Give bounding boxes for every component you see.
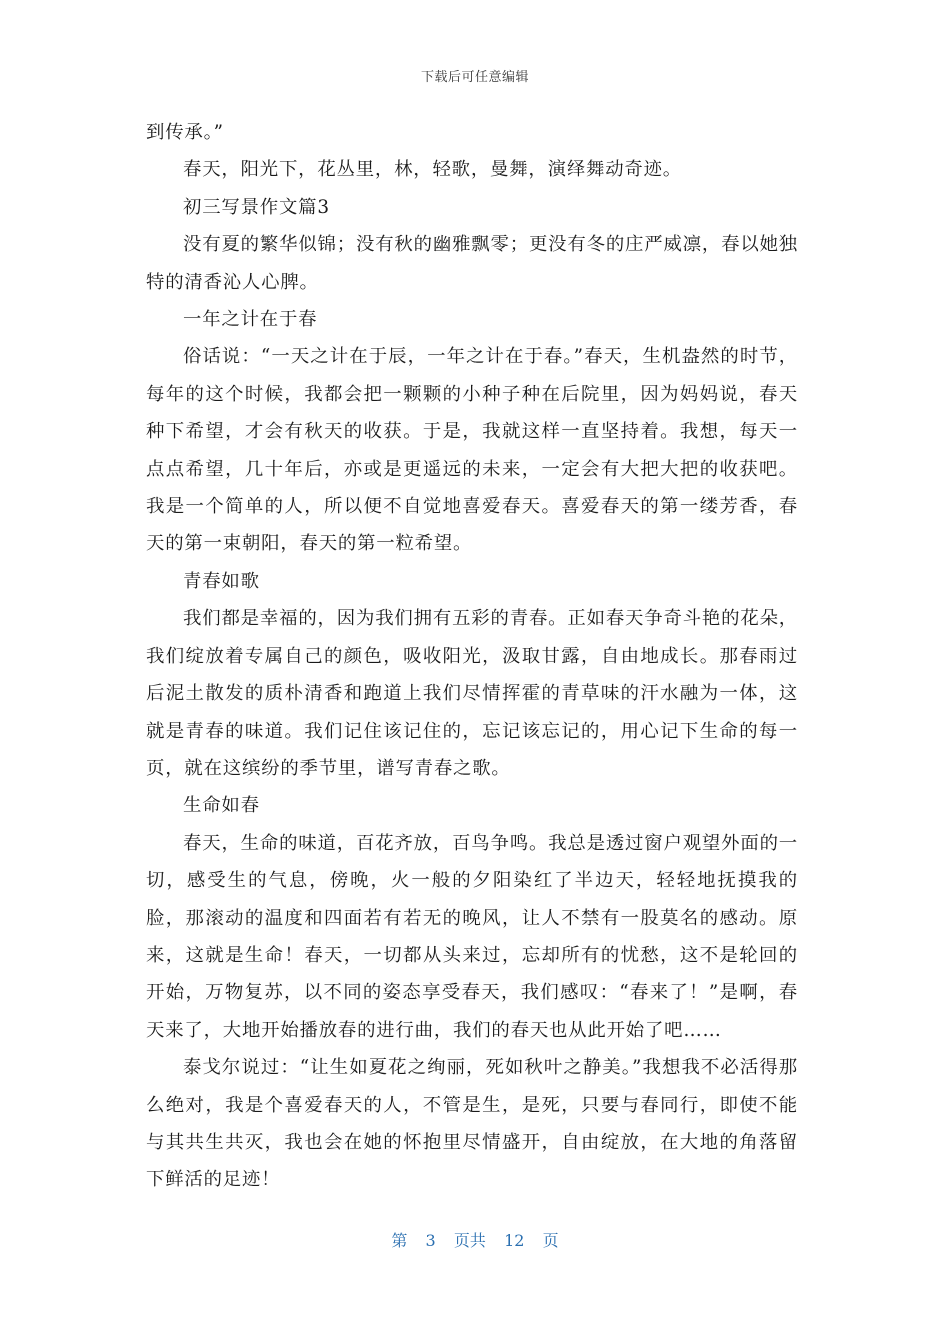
paragraph: 春天，生命的味道，百花齐放，百鸟争鸣。我总是透过窗户观望外面的一切，感受生的气息，傍晚，火一般的夕阳染红了半边天，轻轻地抚摸我的脸，那滚动的温度和四面若有若无的晚风，让人不禁有一股莫名的感动。原来，这就是生命！春天，一切都从头来过，忘却所有的忧愁，这不是轮回的开始，万物复苏，以不同的姿态享受春天，我们感叹：“春来了！”是啊，春天来了，大地开始播放春的进行曲，我们的春天也从此开始了吧…… — [146, 832, 798, 1041]
paragraph: 泰戈尔说过：“让生如夏花之绚丽，死如秋叶之静美。”我想我不必活得那么绝对，我是个喜爱春天的人，不管是生，是死，只要与春同行，即使不能与其共生共灭，我也会在她的怀抱里尽情盛开，自由绽放，在大地的角落留下鲜活的足迹！ — [146, 1057, 798, 1191]
article-body — [146, 114, 798, 1199]
section-title: 初三写景作文篇3 — [183, 196, 330, 218]
paragraph: 春天，阳光下，花丛里，林，轻歌，曼舞，演绎舞动奇迹。 — [183, 159, 682, 181]
subheading: 一年之计在于春 — [183, 309, 318, 331]
page-number-footer: 第 3 页共 12 页 — [391, 1231, 559, 1250]
subheading: 青春如歌 — [183, 570, 260, 592]
paragraph: 到传承。” — [146, 122, 224, 143]
paragraph: 没有夏的繁华似锦；没有秋的幽雅飘零；更没有冬的庄严威凛，春以她独特的清香沁人心脾。 — [146, 234, 798, 293]
paragraph: 我们都是幸福的，因为我们拥有五彩的青春。正如春天争奇斗艳的花朵，我们绽放着专属自己的颜色，吸收阳光，汲取甘露，自由地成长。那春雨过后泥土散发的质朴清香和跑道上我们尽情挥霍的青草味的汗水融为一体，这就是青春的味道。我们记住该记住的，忘记该忘记的，用心记下生命的每一页，就在这缤纷的季节里，谱写青春之歌。 — [146, 608, 798, 779]
subheading: 生命如春 — [183, 795, 260, 817]
page-header: 下载后可任意编辑 — [420, 70, 529, 85]
paragraph: 俗话说：“一天之计在于辰，一年之计在于春。”春天，生机盎然的时节，每年的这个时候，我都会把一颗颗的小种子种在后院里，因为妈妈说，春天种下希望，才会有秋天的收获。于是，我就这样一直坚持着。我想，每天一点点希望，几十年后，亦或是更遥远的未来，一定会有大把大把的收获吧。我是一个简单的人，所以便不自觉地喜爱春天。喜爱春天的第一缕芳香，春天的第一束朝阳，春天的第一粒希望。 — [146, 346, 798, 555]
